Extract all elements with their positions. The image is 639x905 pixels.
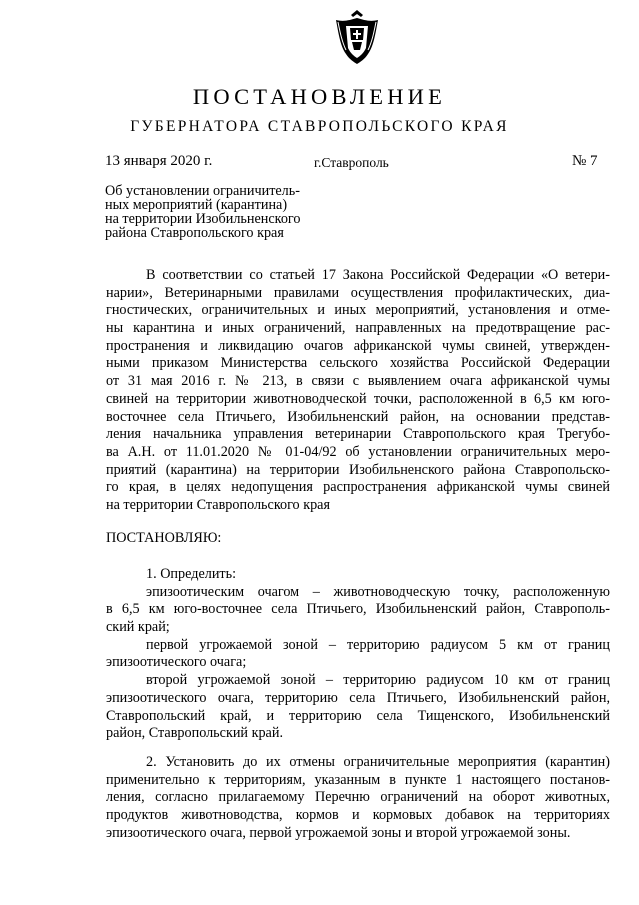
preamble-paragraph xyxy=(106,267,610,515)
paragraph-line: район, Ставропольский край. xyxy=(106,725,283,742)
paragraph-line: 2. Установить до их отмены ограничительные мероприятия (карантин) xyxy=(146,754,610,770)
subject-line: Об установлении ограничитель- xyxy=(105,183,300,199)
paragraph-line: приятий (карантина) на территории Изобильненского района Ставропольско- xyxy=(106,461,610,478)
paragraph-line: ными приказом Министерства сельского хозяйства Российской Федерации xyxy=(106,355,610,372)
paragraph-line: В соответствии со статьей 17 Закона Российской Федерации «О ветери- xyxy=(146,267,610,283)
paragraph-line: 1. Определить: xyxy=(146,566,237,582)
paragraph-line: гностических, ограничительных и иных мероприятий, установления и отме- xyxy=(106,302,610,319)
paragraph-line: ления начальника управления ветеринарии Ставропольского края Трегубо- xyxy=(106,426,610,443)
subject-line: на территории Изобильненского xyxy=(105,211,301,227)
paragraph-line: Ставропольский край, и территорию села Тищенского, Изобильненский xyxy=(106,707,610,724)
paragraph-line: восточнее села Птичьего, Изобильненский район, на основании представ- xyxy=(106,408,610,425)
document-subject xyxy=(105,184,300,240)
subject-line: ных мероприятий (карантина) xyxy=(105,197,288,213)
document-date: 13 января 2020 г. xyxy=(105,153,213,169)
document-subtitle: ГУБЕРНАТОРА СТАВРОПОЛЬСКОГО КРАЯ xyxy=(130,118,509,135)
paragraph-line: в 6,5 км юго-восточнее села Птичьего, Изобильненский район, Ставрополь- xyxy=(106,601,610,618)
item-2 xyxy=(106,754,610,842)
document-title: ПОСТАНОВЛЕНИЕ xyxy=(192,84,447,109)
paragraph-line: второй угрожаемой зоной – территорию радиусом 10 км от границ xyxy=(146,672,610,689)
paragraph-line: от 31 мая 2016 г. № 213, в связи с выявлением очага африканской чумы xyxy=(106,373,610,390)
paragraph-line: ский край; xyxy=(106,619,170,636)
paragraph-line: го края, в целях недопущения распространения африканской чумы свиней xyxy=(106,479,610,496)
paragraph-line: ва А.Н. от 11.01.2020 № 01-04/92 об установлении ограничительных меро- xyxy=(106,443,610,460)
paragraph-line: продуктов животноводства, кормов и кормовых добавок на территориях xyxy=(106,807,610,824)
paragraph-line: применительно к территориям, указанным в пункте 1 настоящего постанов- xyxy=(106,771,610,788)
paragraph-line: эпизоотического очага, первой угрожаемой зоны и второй угрожаемой зоны. xyxy=(106,824,571,841)
decree-heading: ПОСТАНОВЛЯЮ: xyxy=(106,530,222,546)
paragraph-line: эпизоотического очага; xyxy=(106,654,247,671)
paragraph-line: нарии», Ветеринарными правилами осуществления профилактических, диа- xyxy=(106,284,610,301)
paragraph-line: ления, согласно прилагаемому Перечню ограничений на оборот животных, xyxy=(106,789,610,806)
decree-word xyxy=(106,530,610,548)
document-city: г.Ставрополь xyxy=(314,155,389,170)
item-1 xyxy=(106,566,610,743)
paragraph-line: эпизоотического очага, территорию села Птичьего, Изобильненский район, xyxy=(106,689,610,706)
coat-of-arms-icon xyxy=(332,8,382,66)
paragraph-line: пространения и ликвидацию очагов африканской чумы свиней, утвержден- xyxy=(106,337,610,354)
paragraph-line: на территории Ставропольского края xyxy=(106,496,331,513)
paragraph-line: первой угрожаемой зоной – территорию радиусом 5 км от границ xyxy=(146,636,610,653)
paragraph-line: ны карантина и иных ограничений, направленных на предотвращение рас- xyxy=(106,320,610,337)
paragraph-line: свиней на территории животноводческой точки, расположенной в 6,5 км юго- xyxy=(106,390,610,407)
paragraph-line: эпизоотическим очагом – животноводческую точку, расположенную xyxy=(146,583,610,600)
document-number: № 7 xyxy=(572,153,598,169)
subject-line: района Ставропольского края xyxy=(105,225,284,241)
